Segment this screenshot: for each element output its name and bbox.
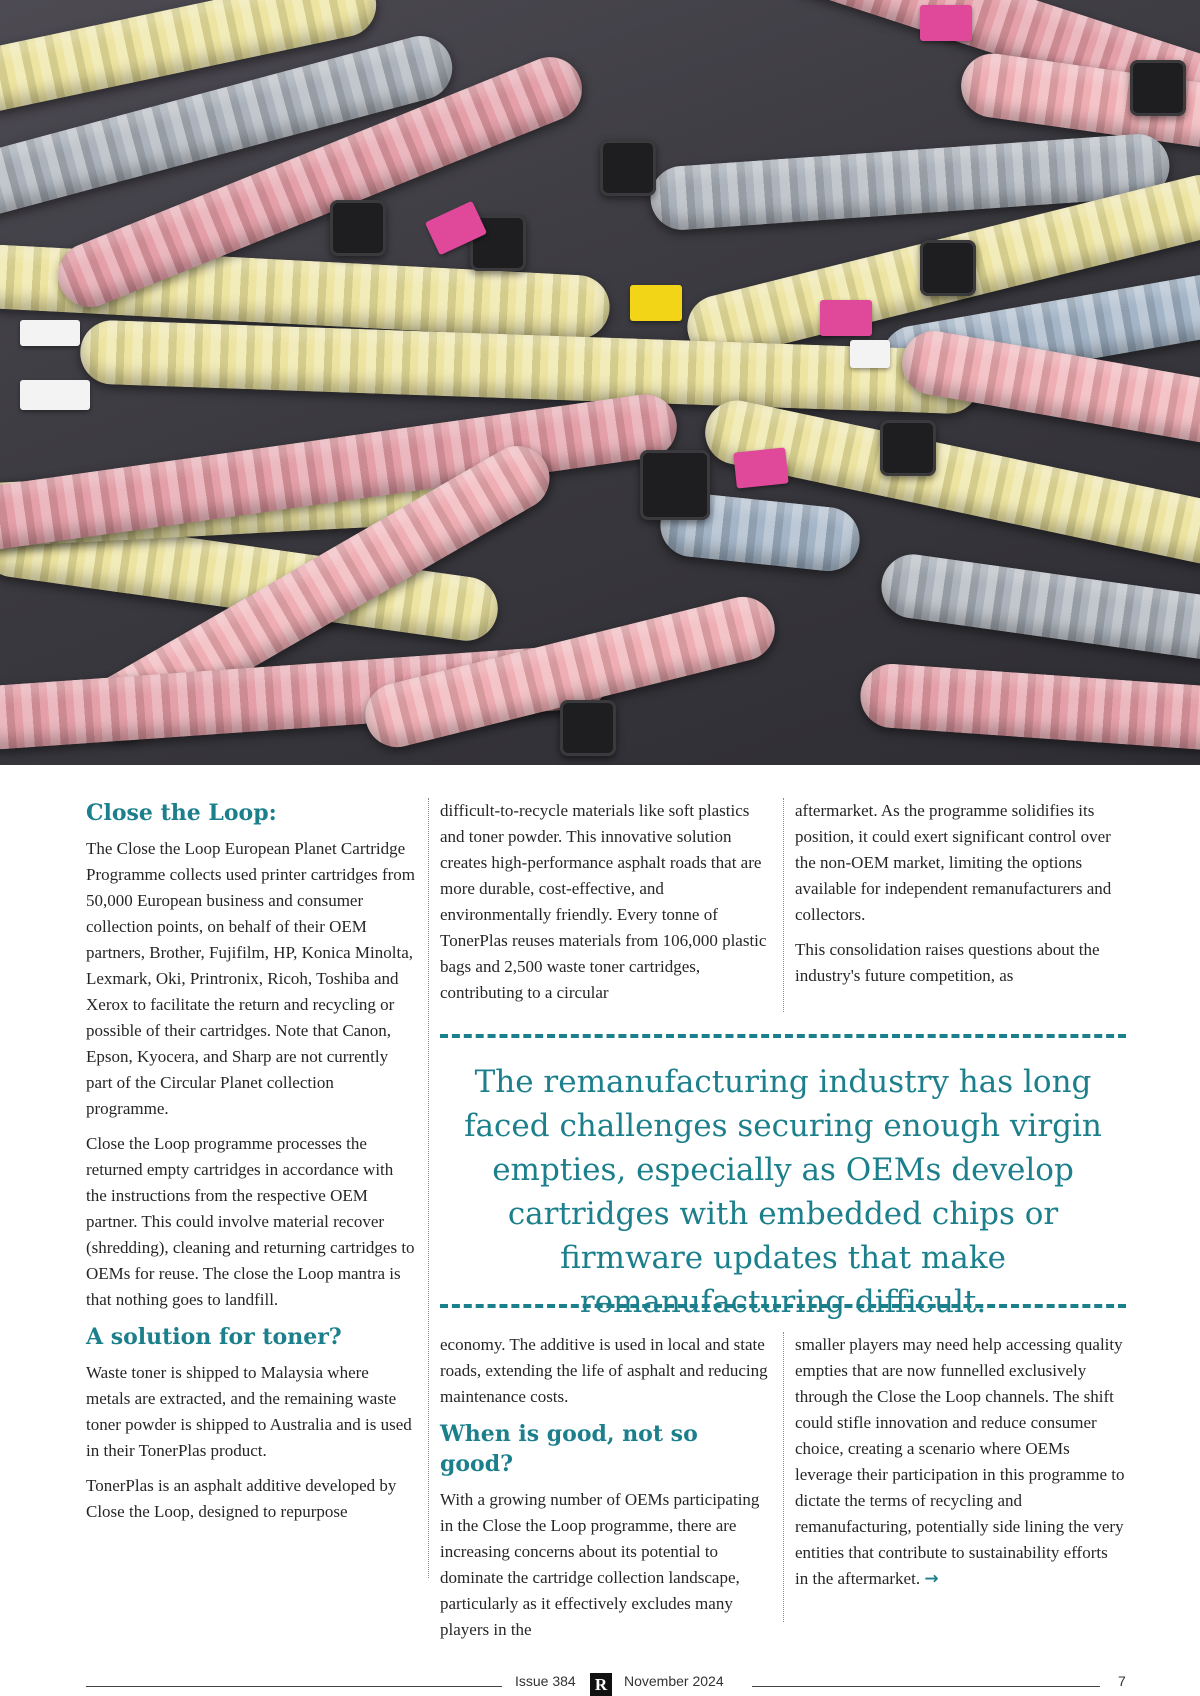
body-paragraph-text: smaller players may need help accessing quality empties that are now funnelled exclusively through the Close the Loop channels. The shift could stifle innovation and reduce consumer choice, creating a scenario where OEMs leverage their participation in this programme to dictate the terms of recycling and remanufacturing, potentially side lining the very entities that contribute to sustainability efforts in the aftermarket.	[795, 1335, 1125, 1588]
section-heading-solution-for-toner: A solution for toner?	[86, 1324, 342, 1350]
body-paragraph: difficult-to-recycle materials like soft plastics and toner powder. This innovative solution creates high-performance asphalt roads that are more durable, cost-effective, and environmentally friendly. Every tonne of TonerPlas reuses materials from 106,000 plastic bags and 2,500 waste toner cartridges, contributing to a circular	[440, 801, 767, 1002]
body-paragraph: The Close the Loop European Planet Cartridge Programme collects used printer cartridges from 50,000 European business and consumer collection points, on behalf of their OEM partners, Brother, Fujifilm, HP, Konica Minolta, Lexmark, Oki, Printronix, Ricoh, Toshiba and Xerox to facilitate the return and recycling or possible of their cartridges. Note that Canon, Epson, Kyocera, and Sharp are not currently part of the Circular Planet collection programme.	[86, 839, 416, 1118]
body-paragraph	[795, 1332, 1125, 1592]
footer-rule-right	[752, 1686, 1100, 1687]
magazine-logo: R	[590, 1673, 612, 1696]
pullquote-bottom-rule	[440, 1304, 1126, 1308]
column-1	[86, 798, 416, 1534]
pull-quote: The remanufacturing industry has long faced challenges securing enough virgin empties, especially as OEMs develop cartridges with embedded chips or firmware updates that make remanufacturing difficult.	[464, 1064, 1102, 1320]
section-heading-when-is-good: When is good, not so good?	[440, 1421, 698, 1477]
page-number: 7	[1118, 1673, 1126, 1689]
body-paragraph: With a growing number of OEMs participating in the Close the Loop programme, there are increasing concerns about its potential to dominate the cartridge collection landscape, particularly as it effectively excludes many players in the	[440, 1490, 760, 1639]
body-paragraph: aftermarket. As the programme solidifies its position, it could exert significant control over the non-OEM market, limiting the options available for independent remanufacturers and collectors.	[795, 801, 1112, 924]
hero-photo-toner-cartridges	[0, 0, 1200, 765]
right-arrow-icon[interactable]: →	[924, 1569, 939, 1589]
footer-rule-left	[86, 1686, 502, 1687]
column-divider	[428, 798, 429, 1578]
body-paragraph: Waste toner is shipped to Malaysia where metals are extracted, and the remaining waste toner powder is shipped to Australia and is used in their TonerPlas product.	[86, 1363, 412, 1460]
column-3-bottom	[795, 1332, 1125, 1601]
footer-issue: Issue 384	[515, 1673, 576, 1689]
column-2-bottom	[440, 1332, 770, 1652]
column-3-top	[795, 798, 1125, 998]
body-paragraph: economy. The additive is used in local and state roads, extending the life of asphalt and reducing maintenance costs.	[440, 1335, 768, 1406]
pullquote-top-rule	[440, 1034, 1126, 1038]
column-divider	[783, 1332, 784, 1622]
footer-date: November 2024	[624, 1673, 724, 1689]
body-paragraph: This consolidation raises questions about the industry's future competition, as	[795, 940, 1100, 985]
body-paragraph: TonerPlas is an asphalt additive developed by Close the Loop, designed to repurpose	[86, 1476, 397, 1521]
section-heading-close-the-loop: Close the Loop:	[86, 800, 277, 826]
body-paragraph: Close the Loop programme processes the returned empty cartridges in accordance with the instructions from the respective OEM partner. This could involve material recover (shredding), cleaning and returning cartridges to OEMs for reuse. The close the Loop mantra is that nothing goes to landfill.	[86, 1134, 415, 1309]
column-divider	[783, 798, 784, 1012]
column-2-top	[440, 798, 770, 1015]
